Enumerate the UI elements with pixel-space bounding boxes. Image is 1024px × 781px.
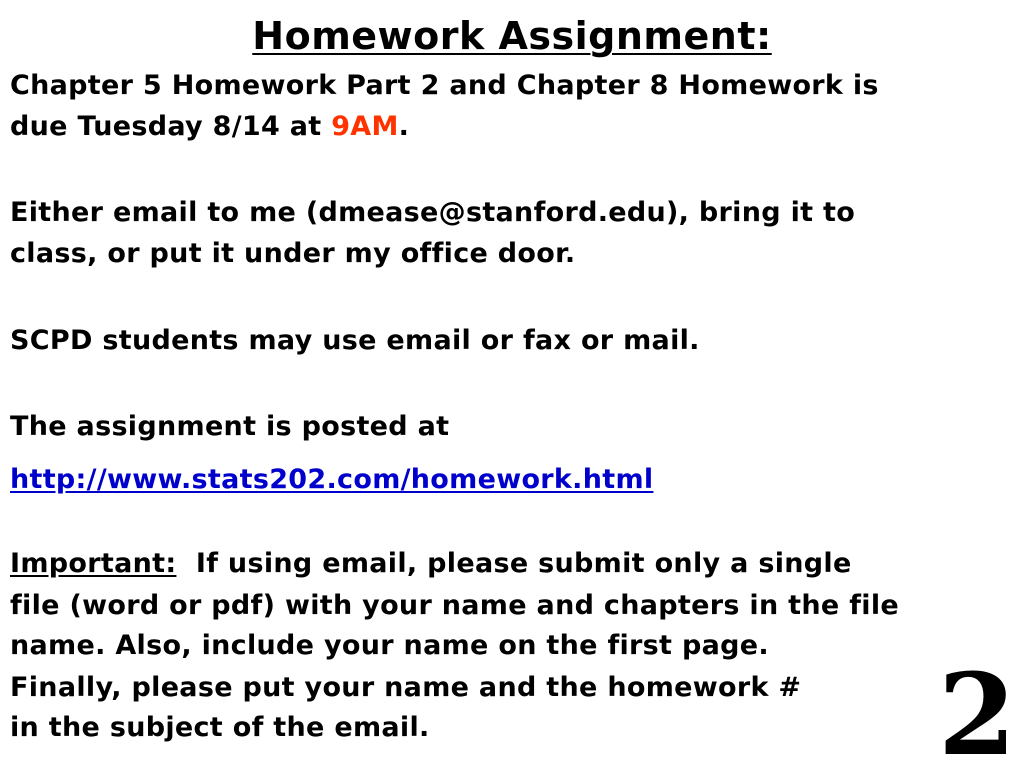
important-line-2: file (word or pdf) with your name and chapters in the file: [10, 590, 899, 621]
due-period: .: [398, 111, 410, 142]
important-line-1-text: If using email, please submit only a single: [195, 548, 852, 579]
due-line-2: [10, 109, 409, 145]
important-line-5: in the subject of the email.: [10, 712, 430, 743]
slide-title: Homework Assignment:: [252, 14, 772, 58]
due-line-1: Chapter 5 Homework Part 2 and Chapter 8 Homework is: [10, 70, 879, 101]
submission-line-1: Either email to me (dmease@stanford.edu), bring it to: [10, 197, 856, 228]
important-label: Important:: [10, 548, 177, 579]
important-line-4: Finally, please put your name and the homework #: [10, 672, 802, 703]
due-date-text: due Tuesday 8/14 at: [10, 111, 332, 142]
scpd-note: SCPD students may use email or fax or mail.: [10, 325, 700, 356]
important-line-3: name. Also, include your name on the first page.: [10, 630, 769, 661]
submission-line-2: class, or put it under my office door.: [10, 238, 576, 269]
homework-link-row: [10, 462, 653, 498]
slide-number: 2: [938, 650, 1016, 781]
homework-link[interactable]: http://www.stats202.com/homework.html: [10, 464, 654, 495]
posted-text: The assignment is posted at: [10, 411, 450, 442]
due-time: 9AM: [331, 111, 399, 142]
important-line-1: [10, 546, 852, 582]
